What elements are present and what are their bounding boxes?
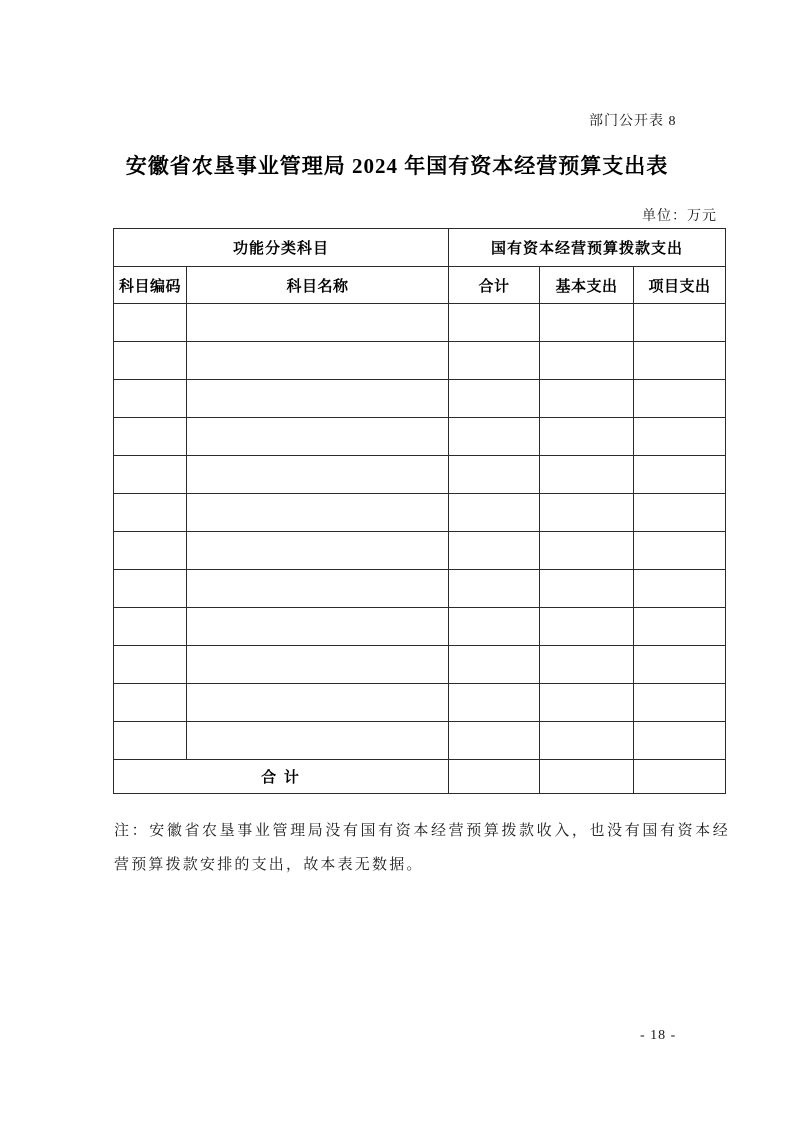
empty-cell — [634, 532, 726, 570]
empty-cell — [540, 494, 634, 532]
col-header-subject-name: 科目名称 — [187, 267, 449, 304]
empty-cell — [634, 646, 726, 684]
empty-cell — [449, 494, 540, 532]
empty-cell — [540, 570, 634, 608]
table-row — [114, 570, 726, 608]
empty-cell — [114, 304, 187, 342]
empty-cell — [449, 342, 540, 380]
col-header-basic-expenditure: 基本支出 — [540, 267, 634, 304]
empty-cell — [449, 304, 540, 342]
empty-cell — [114, 722, 187, 760]
empty-cell — [449, 684, 540, 722]
page-title: 安徽省农垦事业管理局 2024 年国有资本经营预算支出表 — [125, 154, 669, 178]
table-row — [114, 304, 726, 342]
total-row-label: 合 计 — [114, 760, 449, 794]
budget-table — [113, 228, 726, 794]
table-column-header-row — [114, 267, 726, 304]
group-header-functional-classification: 功能分类科目 — [114, 229, 449, 267]
table-row — [114, 342, 726, 380]
table-row — [114, 418, 726, 456]
table-group-header-row — [114, 229, 726, 267]
empty-cell — [634, 570, 726, 608]
empty-cell — [449, 722, 540, 760]
empty-cell — [114, 608, 187, 646]
unit-label: 单位：万元 — [642, 209, 717, 224]
empty-cell — [187, 722, 449, 760]
empty-cell — [114, 456, 187, 494]
empty-cell — [634, 342, 726, 380]
empty-cell — [114, 684, 187, 722]
empty-cell — [187, 380, 449, 418]
empty-cell — [187, 494, 449, 532]
empty-cell — [114, 532, 187, 570]
empty-cell — [634, 722, 726, 760]
total-value-total — [449, 760, 540, 794]
empty-cell — [634, 494, 726, 532]
empty-cell — [449, 570, 540, 608]
table-body — [114, 304, 726, 760]
empty-cell — [540, 456, 634, 494]
table-row — [114, 608, 726, 646]
group-header-state-capital-budget-expenditure: 国有资本经营预算拨款支出 — [449, 229, 726, 267]
empty-cell — [540, 418, 634, 456]
col-header-total: 合计 — [449, 267, 540, 304]
empty-cell — [114, 570, 187, 608]
empty-cell — [634, 456, 726, 494]
empty-cell — [540, 684, 634, 722]
empty-cell — [187, 684, 449, 722]
empty-cell — [540, 608, 634, 646]
table-row — [114, 456, 726, 494]
empty-cell — [540, 646, 634, 684]
table-row — [114, 646, 726, 684]
col-header-project-expenditure: 项目支出 — [634, 267, 726, 304]
empty-cell — [634, 608, 726, 646]
empty-cell — [187, 342, 449, 380]
corner-table-label: 部门公开表 8 — [589, 114, 677, 129]
empty-cell — [187, 304, 449, 342]
total-value-basic — [540, 760, 634, 794]
empty-cell — [187, 456, 449, 494]
empty-cell — [540, 722, 634, 760]
total-value-project — [634, 760, 726, 794]
empty-cell — [540, 532, 634, 570]
empty-cell — [634, 418, 726, 456]
table-row — [114, 494, 726, 532]
empty-cell — [634, 380, 726, 418]
page-number: - 18 - — [640, 1028, 677, 1043]
col-header-subject-code: 科目编码 — [114, 267, 187, 304]
empty-cell — [449, 456, 540, 494]
table-row — [114, 380, 726, 418]
empty-cell — [114, 418, 187, 456]
table-row — [114, 684, 726, 722]
empty-cell — [187, 532, 449, 570]
empty-cell — [114, 342, 187, 380]
empty-cell — [449, 532, 540, 570]
empty-cell — [449, 646, 540, 684]
total-row — [114, 760, 726, 794]
empty-cell — [449, 380, 540, 418]
empty-cell — [114, 380, 187, 418]
empty-cell — [187, 608, 449, 646]
empty-cell — [449, 608, 540, 646]
empty-cell — [449, 418, 540, 456]
empty-cell — [540, 380, 634, 418]
empty-cell — [187, 646, 449, 684]
empty-cell — [114, 494, 187, 532]
table-row — [114, 532, 726, 570]
note-text: 注：安徽省农垦事业管理局没有国有资本经营预算拨款收入，也没有国有资本经营预算拨款安排的支出，故本表无数据。 — [114, 823, 730, 873]
empty-cell — [634, 304, 726, 342]
table-row — [114, 722, 726, 760]
empty-cell — [540, 342, 634, 380]
empty-cell — [187, 418, 449, 456]
empty-cell — [114, 646, 187, 684]
empty-cell — [187, 570, 449, 608]
empty-cell — [634, 684, 726, 722]
empty-cell — [540, 304, 634, 342]
